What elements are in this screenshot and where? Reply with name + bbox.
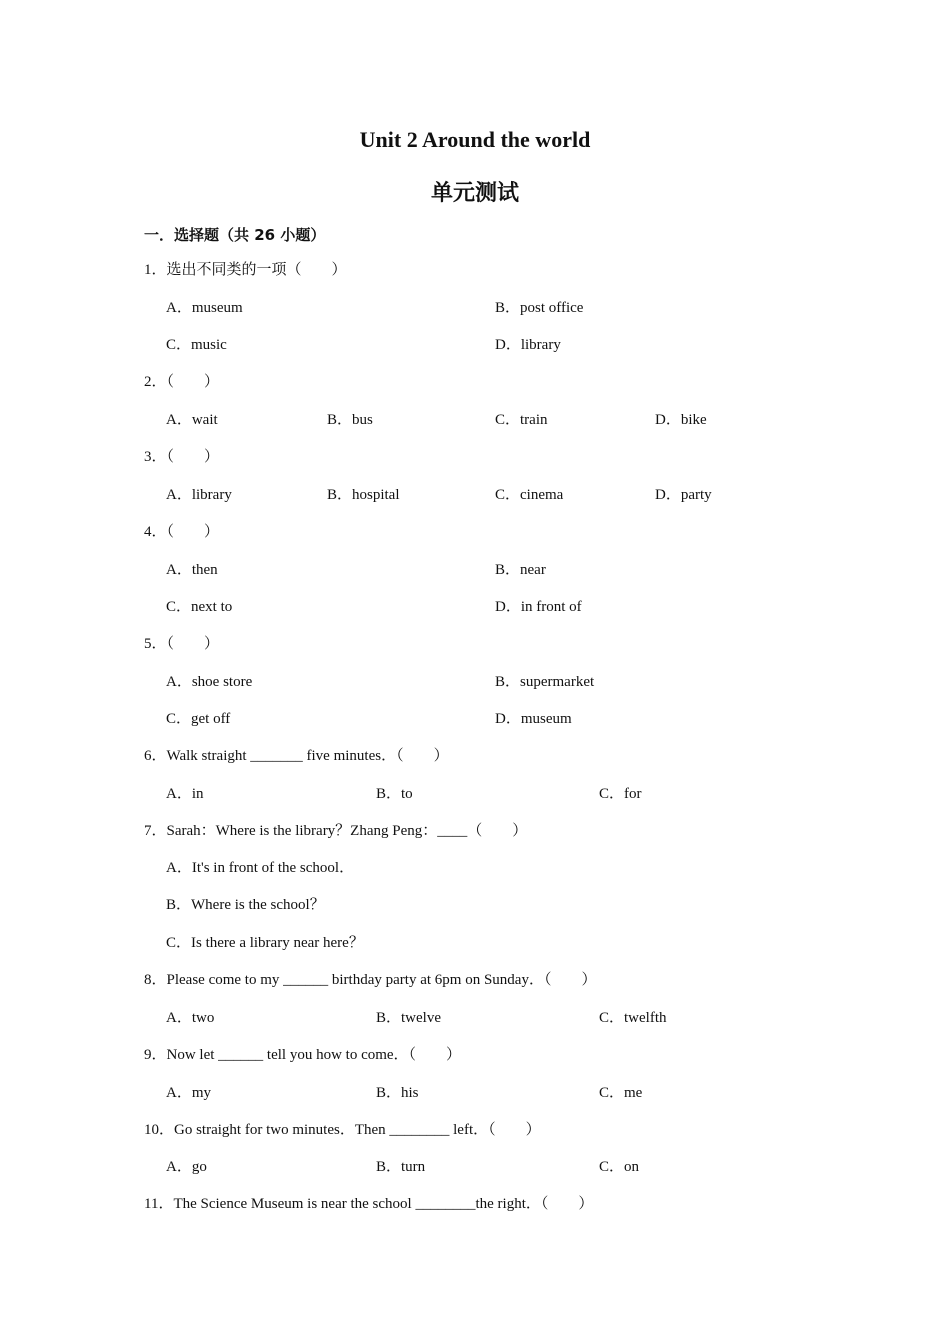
- answer-option: B．to: [376, 786, 413, 802]
- answer-option: C．next to: [166, 599, 233, 615]
- question-stem: 1．选出不同类的一项（ ）: [144, 262, 347, 278]
- answer-option: A．It's in front of the school．: [166, 860, 355, 876]
- answer-option: C．for: [599, 786, 642, 802]
- answer-option: D．museum: [495, 711, 572, 727]
- answer-option: C．me: [599, 1085, 643, 1101]
- answer-option: C．get off: [166, 711, 231, 727]
- answer-option: B．hospital: [327, 487, 400, 503]
- answer-option: A．library: [166, 487, 232, 503]
- answer-option: C．cinema: [495, 487, 564, 503]
- page-subtitle: 单元测试: [430, 181, 519, 206]
- answer-option: A．then: [166, 562, 218, 578]
- question-stem: 10．Go straight for two minutes．Then ________ left．（ ）: [144, 1122, 541, 1138]
- question-stem: 6．Walk straight _______ five minutes．（ ）: [144, 748, 449, 764]
- answer-option: A．go: [166, 1159, 207, 1175]
- answer-option: A．museum: [166, 300, 243, 316]
- answer-option: A．my: [166, 1085, 212, 1101]
- answer-option: D．library: [495, 337, 561, 353]
- answer-option: A．wait: [166, 412, 218, 428]
- section-heading: 一．选择题（共 26 小题）: [144, 226, 326, 244]
- answer-option: C．train: [495, 412, 548, 428]
- answer-option: B．turn: [376, 1159, 426, 1175]
- question-stem: 2．（ ）: [144, 374, 220, 390]
- question-stem: 11．The Science Museum is near the school ________the right．（ ）: [144, 1196, 594, 1212]
- question-stem: 9．Now let ______ tell you how to come．（ ）: [144, 1047, 462, 1063]
- answer-option: A．two: [166, 1010, 215, 1026]
- answer-option: B．supermarket: [495, 674, 595, 690]
- answer-option: B．bus: [327, 412, 373, 428]
- question-stem: 4．（ ）: [144, 524, 220, 540]
- answer-option: B．twelve: [376, 1010, 441, 1026]
- question-stem: 3．（ ）: [144, 449, 220, 465]
- question-stem: 8．Please come to my ______ birthday party at 6pm on Sunday．（ ）: [144, 972, 597, 988]
- answer-option: B．his: [376, 1085, 419, 1101]
- answer-option: D．party: [655, 487, 712, 503]
- question-stem: 7．Sarah：Where is the library？Zhang Peng：____（ ）: [144, 823, 528, 839]
- answer-option: D．bike: [655, 412, 707, 428]
- answer-option: C．twelfth: [599, 1010, 667, 1026]
- page-title: Unit 2 Around the world: [359, 127, 591, 152]
- question-stem: 5．（ ）: [144, 636, 220, 652]
- answer-option: A．shoe store: [166, 674, 253, 690]
- answer-option: C．on: [599, 1159, 640, 1175]
- answer-option: B．post office: [495, 300, 584, 316]
- answer-option: C．Is there a library near here？: [166, 935, 364, 951]
- answer-option: D．in front of: [495, 599, 582, 615]
- answer-option: B．near: [495, 562, 546, 578]
- answer-option: C．music: [166, 337, 227, 353]
- answer-option: B．Where is the school？: [166, 897, 325, 913]
- answer-option: A．in: [166, 786, 204, 802]
